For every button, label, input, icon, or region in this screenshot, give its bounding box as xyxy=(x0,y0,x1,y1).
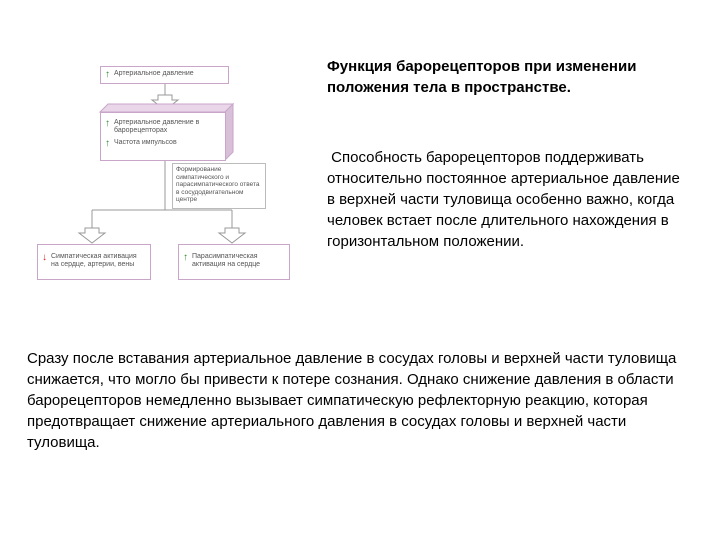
box-vasomotor-center xyxy=(172,163,266,209)
box-right-label: Парасимпатическая активация на сердце xyxy=(192,253,261,268)
box-blood-pressure xyxy=(100,66,229,84)
box-mid-text xyxy=(114,119,199,135)
slide-title: Функция барорецепторов при изменении положения тела в пространстве. xyxy=(327,58,637,96)
paragraph-baroreceptor-ability: Способность барорецепторов поддерживать относительно постоянное артериальное давление в верхней части туловища особенно важно, когда человек встает после длительного нахождения в горизонтальном положении. xyxy=(327,149,685,250)
box-mid-line3: Частота импульсов xyxy=(114,139,177,146)
box-sympathetic xyxy=(37,244,151,280)
box-note-label: Формирование симпатического и парасимпатического ответа в сосудодвигательном центре xyxy=(176,166,260,203)
down-arrow-icon: ↓ xyxy=(42,252,47,263)
paragraph-standing-up: Сразу после вставания артериальное давление в сосудах головы и верхней части туловища снижается, что могло бы привести к потере сознания. Однако снижение давления в области барорецепторов немедленно вызывает симпатическую рефлекторную реакцию, которая предотвращает снижение артериального давления в сосудах головы и верхней части туловища. xyxy=(27,350,677,451)
box-mid-line1: Артериальное давление в xyxy=(114,119,200,126)
up-arrow-icon: ↑ xyxy=(105,138,110,149)
mid-box-top-face xyxy=(100,104,233,112)
baroreceptor-diagram xyxy=(0,0,320,300)
mid-box-side-face xyxy=(225,104,233,160)
box-mid-line2: барорецепторах xyxy=(114,127,168,134)
box-top-label: Артериальное давление xyxy=(114,70,194,77)
up-arrow-icon: ↑ xyxy=(105,118,110,129)
up-arrow-icon: ↑ xyxy=(105,69,110,80)
up-arrow-icon: ↑ xyxy=(183,252,188,263)
box-parasympathetic xyxy=(178,244,290,280)
box-left-label: Симпатическая активация на сердце, артерии, вены xyxy=(51,253,137,268)
box-baroreceptors xyxy=(100,112,226,161)
